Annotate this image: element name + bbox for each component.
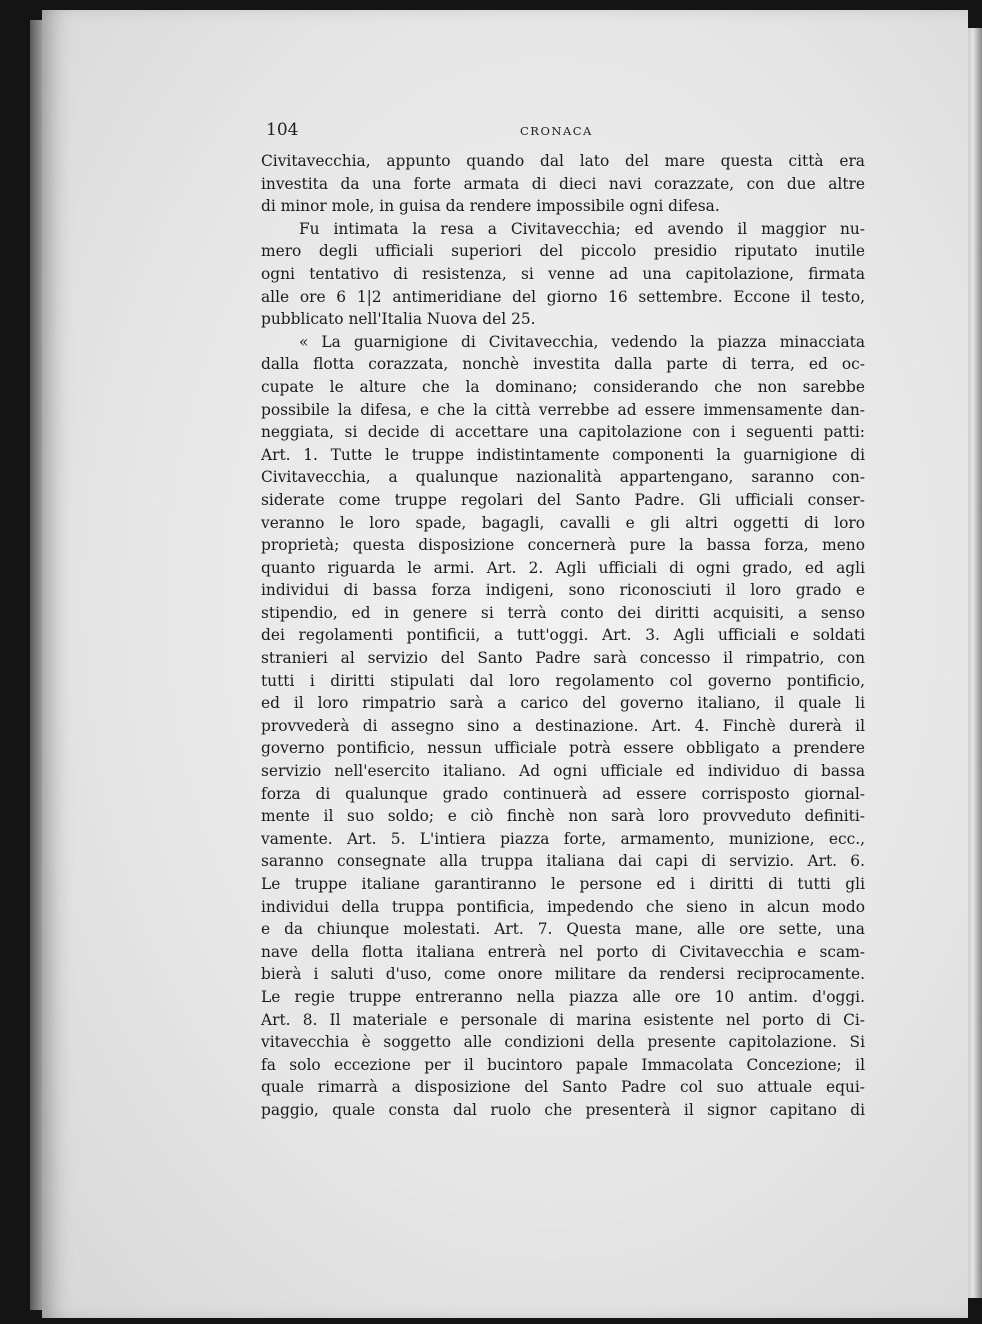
page-header	[266, 118, 866, 142]
running-head: CRONACA	[520, 124, 593, 138]
text-line: forza di qualunque grado continuerà ad essere corrisposto giornal-	[261, 784, 865, 803]
text-line: stipendio, ed in genere si terrà conto dei diritti acquisiti, a senso	[261, 603, 865, 622]
text-line: saranno consegnate alla truppa italiana dai capi di servizio. Art. 6.	[261, 852, 865, 871]
text-line: dalla flotta corazzata, nonchè investita dalla parte di terra, ed oc-	[261, 355, 865, 374]
text-line: di minor mole, in guisa da rendere impossibile ogni difesa.	[261, 197, 720, 216]
text-line: quale rimarrà a disposizione del Santo Padre col suo attuale equi-	[261, 1078, 865, 1097]
text-line: veranno le loro spade, bagagli, cavalli e gli altri oggetti di loro	[261, 513, 865, 532]
text-line: ogni tentativo di resistenza, si venne ad una capitolazione, firmata	[261, 264, 865, 283]
text-line: siderate come truppe regolari del Santo Padre. Gli ufficiali conser-	[261, 490, 865, 509]
text-line: Le truppe italiane garantiranno le persone ed i diritti di tutti gli	[261, 875, 865, 893]
text-line: vamente. Art. 5. L'intiera piazza forte, armamento, munizione, ecc.,	[261, 829, 865, 848]
text-line: Civitavecchia, appunto quando dal lato del mare questa città era	[261, 152, 865, 170]
text-line: cupate le alture che la dominano; considerando che non sarebbe	[261, 377, 865, 396]
text-line: bierà i saluti d'uso, come onore militare da rendersi reciprocamente.	[261, 965, 865, 984]
text-line: servizio nell'esercito italiano. Ad ogni ufficiale ed individuo di bassa	[261, 762, 865, 781]
text-line: quanto riguarda le armi. Art. 2. Agli ufficiali di ogni grado, ed agli	[261, 558, 865, 577]
page-number: 104	[266, 120, 299, 140]
text-line: e da chiunque molestati. Art. 7. Questa mane, alle ore sette, una	[261, 920, 865, 939]
text-line: Art. 1. Tutte le truppe indistintamente componenti la guarnigione di	[261, 445, 865, 464]
text-line: investita da una forte armata di dieci navi corazzate, con due altre	[261, 174, 865, 193]
text-line: neggiata, si decide di accettare una capitolazione con i seguenti patti:	[261, 423, 865, 442]
text-line: fa solo eccezione per il bucintoro papale Immacolata Concezione; il	[261, 1055, 865, 1074]
text-line: ed il loro rimpatrio sarà a carico del governo italiano, il quale li	[261, 694, 865, 713]
text-line: provvederà di assegno sino a destinazione. Art. 4. Finchè durerà il	[261, 716, 865, 735]
body-text	[261, 150, 865, 1122]
text-line: pubblicato nell'Italia Nuova del 25.	[261, 310, 536, 329]
text-line: dei regolamenti pontificii, a tutt'oggi. Art. 3. Agli ufficiali e soldati	[261, 626, 865, 645]
text-line: mero degli ufficiali superiori del piccolo presidio riputato inutile	[261, 242, 865, 261]
text-line: Le regie truppe entreranno nella piazza alle ore 10 antim. d'oggi.	[261, 987, 865, 1006]
text-line: governo pontificio, nessun ufficiale potrà essere obbligato a prendere	[261, 739, 865, 758]
text-line: mente il suo soldo; e ciò finchè non sarà loro provveduto definiti-	[261, 807, 865, 826]
text-line: Fu intimata la resa a Civitavecchia; ed avendo il maggior nu-	[299, 219, 865, 238]
text-line: individui della truppa pontificia, impedendo che sieno in alcun modo	[261, 897, 865, 916]
text-line: paggio, quale consta dal ruolo che presenterà il signor capitano di	[261, 1100, 865, 1119]
text-line: Civitavecchia, a qualunque nazionalità appartengano, saranno con-	[261, 468, 865, 487]
text-line: alle ore 6 1|2 antimeridiane del giorno 16 settembre. Eccone il testo,	[261, 287, 865, 306]
text-line: stranieri al servizio del Santo Padre sarà concesso il rimpatrio, con	[261, 649, 865, 668]
text-line: individui di bassa forza indigeni, sono riconosciuti il loro grado e	[261, 581, 865, 600]
text-line: proprietà; questa disposizione concernerà pure la bassa forza, meno	[261, 536, 865, 555]
text-line: « La guarnigione di Civitavecchia, vedendo la piazza minacciata	[299, 332, 865, 351]
text-line: tutti i diritti stipulati dal loro regolamento col governo pontificio,	[261, 671, 865, 690]
text-line: nave della flotta italiana entrerà nel porto di Civitavecchia e scam-	[261, 942, 865, 961]
text-line: vitavecchia è soggetto alle condizioni della presente capitolazione. Si	[261, 1033, 865, 1052]
text-line: Art. 8. Il materiale e personale di marina esistente nel porto di Ci-	[261, 1010, 865, 1029]
text-line: possibile la difesa, e che la città verrebbe ad essere immensamente dan-	[261, 400, 865, 419]
